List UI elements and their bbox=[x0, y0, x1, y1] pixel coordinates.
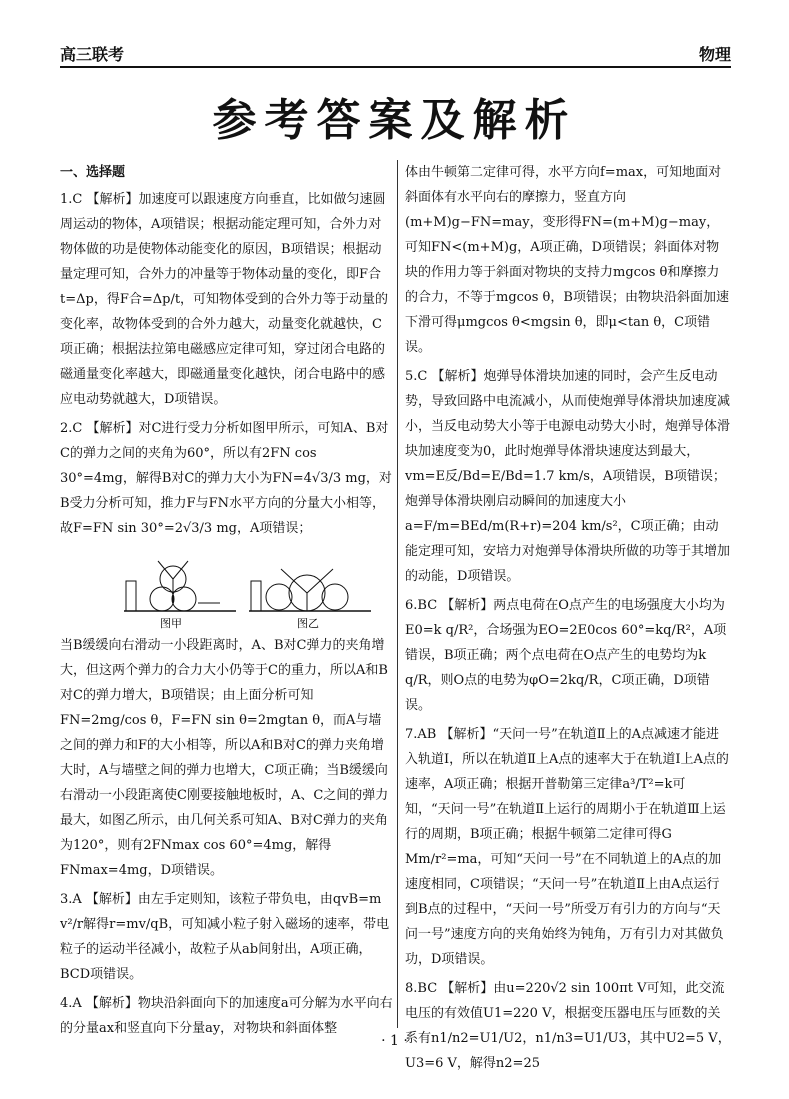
answer-3: 3.A 【解析】由左手定则知，该粒子带负电，由qvB=m v²/r解得r=mv/qB，可知减小粒子射入磁场的速率，带电粒子的运动半径减小，故粒子从ab间射出，A项正确，BCD项错误。 bbox=[60, 892, 390, 982]
column-divider bbox=[397, 160, 398, 1028]
answer-1: 1.C 【解析】加速度可以跟速度方向垂直，比如做匀速圆周运动的物体，A项错误；根据动能定理可知，合外力对物体做的功是使物体动能变化的原因，B项错误；根据动量定理可知，合外力的冲量等于物体动量的变化，即F合 t=Δp，得F合=Δp/t，可知物体受到的合外力等于动量的变化率，故物体受到的合外力越大，动量变化就越快，C项正确；根据法拉第电磁感应定律可知，穿过闭合电路的磁通量变化率越大，即磁通量变化越快，闭合电路中的感应电动势就越大，D项错误。 bbox=[60, 192, 389, 407]
answer-4-continued: 体由牛顿第二定律可得，水平方向f=max，可知地面对斜面体有水平向右的摩擦力，竖直方向(m+M)g−FN=may，变形得FN=(m+M)g−may，可知FN<(m+M)g，A项正确，D项错误；斜面体对物块的作用力等于斜面对物块的支持力mgcos θ和摩擦力的合力，不等于mgcos θ，B项错误；由物块沿斜面加速下滑可得μmgcos θ<mgsin θ，即μ<tan θ，C项错误。 bbox=[405, 165, 729, 355]
right-column bbox=[405, 160, 731, 1080]
header-left: 高三联考 bbox=[60, 45, 125, 64]
answer-2: 2.C 【解析】对C进行受力分析如图甲所示，可知A、B对C的弹力之间的夹角为60°，所以有2FN cos 30°=4mg，解得B对C的弹力大小为FN=4√3/3 mg，对B受力分析可知，推力F与FN水平方向的分量大小相等，故F=FN sin 30°=2√3/3 mg，A项错误； bbox=[60, 421, 392, 536]
page-header bbox=[60, 36, 731, 68]
figure-yi-caption: 图乙 bbox=[297, 617, 319, 630]
section-heading: 一、选择题 bbox=[60, 165, 126, 180]
figure-jia bbox=[120, 547, 240, 631]
answer-5: 5.C 【解析】炮弹导体滑块加速的同时，会产生反电动势，导致回路中电流减小，从而使炮弹导体滑块加速度减小，当反电动势大小等于电源电动势大小时，炮弹导体滑块加速度变为0，此时炮弹导体滑块速度达到最大，vm=E反/Bd=E/Bd=1.7 km/s，A项错误，B项错误；炮弹导体滑块刚启动瞬间的加速度大小a=F/m=BEd/m(R+r)=204 km/s²，C项正确；由动能定理可知，安培力对炮弹导体滑块所做的功等于其增加的动能，D项错误。 bbox=[405, 369, 731, 584]
left-column bbox=[60, 160, 394, 1045]
page-title: 参考答案及解析 bbox=[212, 95, 577, 146]
page-number: · 1 · bbox=[381, 1033, 408, 1049]
answer-7: 7.AB 【解析】“天问一号”在轨道Ⅱ上的A点减速才能进入轨道Ⅰ，所以在轨道Ⅱ上A点的速率大于在轨道Ⅰ上A点的速率，A项正确；根据开普勒第三定律a³/T²=k可知，“天问一号”在轨道Ⅱ上运行的周期小于在轨道Ⅲ上运行的周期，B项正确；根据牛顿第二定律可得G Mm/r²=ma，可知“天问一号”在不同轨道上的A点的加速度相同，C项错误；“天问一号”在轨道Ⅱ上由A点运行到B点的过程中，“天问一号”所受万有引力的方向与“天问一号”速度方向的夹角始终为钝角，万有引力对其做负功，D项错误。 bbox=[405, 727, 729, 967]
figure-yi bbox=[245, 547, 375, 631]
answer-2-continued: 当B缓缓向右滑动一小段距离时，A、B对C弹力的夹角增大，但这两个弹力的合力大小仍等于C的重力，所以A和B对C的弹力增大，B项错误；由上面分析可知FN=2mg/cos θ，F=FN sin θ=2mgtan θ，而A与墙之间的弹力和F的大小相等，所以A和B对C的弹力夹角增大时，A与墙壁之间的弹力也增大，C项正确；当B缓缓向右滑动一小段距离使C刚要接触地板时，A、C之间的弹力最大，如图乙所示，由几何关系可知A、B对C弹力的夹角为120°，则有2FNmax cos 60°=4mg，解得FNmax=4mg，D项错误。 bbox=[60, 638, 389, 878]
answer-4: 4.A 【解析】物块沿斜面向下的加速度a可分解为水平向右的分量ax和竖直向下分量ay，对物块和斜面体整 bbox=[60, 996, 393, 1036]
header-right: 物理 bbox=[698, 45, 731, 64]
force-diagrams bbox=[60, 547, 394, 631]
answer-6: 6.BC 【解析】两点电荷在O点产生的电场强度大小均为E0=k q/R²，合场强为EO=2E0cos 60°=kq/R²，A项错误，B项正确；两个点电荷在O点产生的电势均为k q/R，则O点的电势为φO=2kq/R，C项正确，D项错误。 bbox=[405, 598, 727, 713]
answer-8: 8.BC 【解析】由u=220√2 sin 100πt V可知，此交流电压的有效值U1=220 V，根据变压器电压与匝数的关系有n1/n2=U1/U2，n1/n3=U1/U3，其中U2=5 V，U3=6 V，解得n2=25 bbox=[405, 981, 731, 1071]
figure-jia-caption: 图甲 bbox=[160, 617, 182, 630]
